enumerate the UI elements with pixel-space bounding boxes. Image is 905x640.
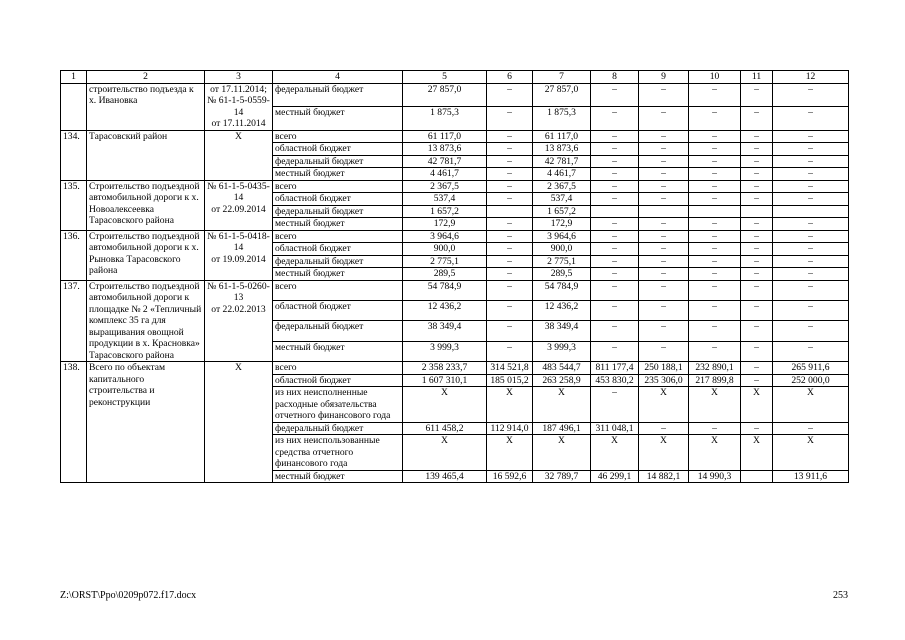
row-number: 138. — [61, 362, 87, 483]
value-cell: – — [639, 155, 689, 168]
value-cell: 172,9 — [533, 218, 591, 231]
value-cell: – — [773, 321, 849, 341]
object-name: строительство подъезда к х. Ивановка — [87, 83, 205, 130]
value-cell: – — [741, 321, 773, 341]
funding-source: всего — [273, 130, 403, 143]
funding-source: всего — [273, 230, 403, 243]
value-cell: 2 367,5 — [403, 180, 487, 193]
object-name: Строительство подъездной автомобильной дороги к х. Новоалексеевка Тарасовского района — [87, 180, 205, 230]
funding-source: всего — [273, 362, 403, 375]
value-cell: 13 911,6 — [773, 470, 849, 483]
funding-source: областной бюджет — [273, 143, 403, 156]
value-cell: – — [689, 300, 741, 320]
header-cell: 6 — [487, 71, 533, 84]
header-cell: 10 — [689, 71, 741, 84]
value-cell: 112 914,0 — [487, 422, 533, 435]
value-cell: 611 458,2 — [403, 422, 487, 435]
table-body — [61, 71, 849, 483]
value-cell: – — [773, 107, 849, 131]
value-cell: – — [689, 268, 741, 281]
header-cell: 8 — [591, 71, 639, 84]
value-cell: – — [487, 218, 533, 231]
value-cell: – — [689, 193, 741, 206]
value-cell: Х — [639, 387, 689, 423]
value-cell: – — [591, 193, 639, 206]
value-cell: 252 000,0 — [773, 374, 849, 387]
object-name: Строительство подъездной автомобильной дороги к х. Рыновка Тарасовского района — [87, 230, 205, 280]
value-cell: – — [773, 168, 849, 181]
funding-source: из них неисполненные расходные обязательства отчетного финансового года — [273, 387, 403, 423]
value-cell: Х — [487, 435, 533, 471]
value-cell: – — [773, 422, 849, 435]
value-cell: 172,9 — [403, 218, 487, 231]
value-cell: – — [741, 362, 773, 375]
value-cell: – — [591, 280, 639, 300]
value-cell: – — [741, 422, 773, 435]
value-cell: – — [487, 193, 533, 206]
value-cell: 3 964,6 — [533, 230, 591, 243]
funding-source: областной бюджет — [273, 243, 403, 256]
value-cell: – — [639, 243, 689, 256]
value-cell: – — [639, 422, 689, 435]
funding-source: всего — [273, 280, 403, 300]
value-cell: – — [591, 300, 639, 320]
value-cell: Х — [773, 435, 849, 471]
value-cell: 1 607 310,1 — [403, 374, 487, 387]
value-cell: 42 781,7 — [403, 155, 487, 168]
value-cell: – — [741, 168, 773, 181]
value-cell: – — [639, 193, 689, 206]
value-cell: – — [741, 193, 773, 206]
value-cell: Х — [741, 435, 773, 471]
value-cell: – — [689, 168, 741, 181]
value-cell: 1 875,3 — [403, 107, 487, 131]
value-cell: – — [773, 255, 849, 268]
document-ref: от 17.11.2014; № 61-1-5-0559-14 от 17.11.2014 — [205, 83, 273, 130]
value-cell: 27 857,0 — [403, 83, 487, 107]
budget-table — [60, 70, 849, 483]
value-cell: 1 657,2 — [533, 205, 591, 218]
value-cell: 12 436,2 — [403, 300, 487, 320]
value-cell: 453 830,2 — [591, 374, 639, 387]
document-ref: № 61-1-5-0435-14 от 22.09.2014 — [205, 180, 273, 230]
row-number: 136. — [61, 230, 87, 280]
value-cell: – — [689, 83, 741, 107]
value-cell: – — [591, 387, 639, 423]
value-cell: 217 899,8 — [689, 374, 741, 387]
value-cell: Х — [533, 387, 591, 423]
value-cell: – — [591, 155, 639, 168]
value-cell: – — [591, 268, 639, 281]
value-cell: – — [689, 243, 741, 256]
funding-source: областной бюджет — [273, 300, 403, 320]
value-cell: 38 349,4 — [403, 321, 487, 341]
value-cell: – — [591, 83, 639, 107]
value-cell: 14 990,3 — [689, 470, 741, 483]
table-row — [61, 130, 849, 143]
value-cell — [741, 205, 773, 218]
value-cell: – — [773, 268, 849, 281]
value-cell: – — [487, 255, 533, 268]
value-cell: – — [773, 230, 849, 243]
value-cell: – — [487, 321, 533, 341]
value-cell: – — [741, 230, 773, 243]
value-cell — [689, 205, 741, 218]
table-row — [61, 230, 849, 243]
funding-source: областной бюджет — [273, 193, 403, 206]
value-cell: – — [591, 230, 639, 243]
value-cell: – — [487, 83, 533, 107]
value-cell: – — [741, 280, 773, 300]
value-cell: – — [741, 143, 773, 156]
value-cell: – — [689, 280, 741, 300]
value-cell: 27 857,0 — [533, 83, 591, 107]
row-number: 135. — [61, 180, 87, 230]
value-cell: 3 999,3 — [533, 341, 591, 361]
value-cell: – — [639, 107, 689, 131]
funding-source: местный бюджет — [273, 168, 403, 181]
funding-source: федеральный бюджет — [273, 422, 403, 435]
value-cell: – — [487, 155, 533, 168]
value-cell: 32 789,7 — [533, 470, 591, 483]
value-cell: – — [741, 130, 773, 143]
value-cell: Х — [487, 387, 533, 423]
value-cell: – — [639, 341, 689, 361]
value-cell: – — [773, 341, 849, 361]
value-cell: 185 015,2 — [487, 374, 533, 387]
value-cell: – — [741, 155, 773, 168]
value-cell: 265 911,6 — [773, 362, 849, 375]
value-cell: 3 964,6 — [403, 230, 487, 243]
value-cell: – — [487, 230, 533, 243]
value-cell: – — [689, 155, 741, 168]
value-cell: 232 890,1 — [689, 362, 741, 375]
funding-source: федеральный бюджет — [273, 83, 403, 107]
table-row — [61, 83, 849, 107]
object-name: Тарасовский район — [87, 130, 205, 180]
value-cell: 187 496,1 — [533, 422, 591, 435]
value-cell: 1 875,3 — [533, 107, 591, 131]
value-cell: 13 873,6 — [403, 143, 487, 156]
value-cell: – — [639, 280, 689, 300]
value-cell: – — [741, 107, 773, 131]
value-cell: – — [689, 321, 741, 341]
value-cell: 16 592,6 — [487, 470, 533, 483]
value-cell: Х — [403, 387, 487, 423]
funding-source: местный бюджет — [273, 218, 403, 231]
value-cell: – — [773, 280, 849, 300]
table-row — [61, 180, 849, 193]
value-cell: – — [689, 341, 741, 361]
value-cell: – — [741, 374, 773, 387]
value-cell: – — [741, 268, 773, 281]
value-cell: – — [487, 341, 533, 361]
funding-source: местный бюджет — [273, 470, 403, 483]
value-cell: 2 358 233,7 — [403, 362, 487, 375]
value-cell: – — [689, 107, 741, 131]
header-cell: 3 — [205, 71, 273, 84]
value-cell: – — [591, 130, 639, 143]
value-cell: – — [741, 243, 773, 256]
value-cell: – — [773, 300, 849, 320]
value-cell: – — [689, 143, 741, 156]
value-cell: 14 882,1 — [639, 470, 689, 483]
funding-source: областной бюджет — [273, 374, 403, 387]
value-cell: 811 177,4 — [591, 362, 639, 375]
value-cell: – — [591, 180, 639, 193]
value-cell: – — [639, 130, 689, 143]
header-row — [61, 71, 849, 84]
value-cell: – — [591, 321, 639, 341]
value-cell: 139 465,4 — [403, 470, 487, 483]
funding-source: местный бюджет — [273, 107, 403, 131]
header-cell: 12 — [773, 71, 849, 84]
value-cell: – — [639, 168, 689, 181]
value-cell: 900,0 — [533, 243, 591, 256]
value-cell: – — [591, 218, 639, 231]
header-cell: 9 — [639, 71, 689, 84]
value-cell: – — [591, 168, 639, 181]
value-cell: 2 367,5 — [533, 180, 591, 193]
value-cell: – — [639, 255, 689, 268]
value-cell: – — [639, 321, 689, 341]
value-cell: 250 188,1 — [639, 362, 689, 375]
value-cell: 61 117,0 — [533, 130, 591, 143]
value-cell: – — [741, 255, 773, 268]
funding-source: из них неиспользованные средства отчетного финансового года — [273, 435, 403, 471]
value-cell — [741, 470, 773, 483]
value-cell: 2 775,1 — [533, 255, 591, 268]
header-cell: 2 — [87, 71, 205, 84]
value-cell: Х — [689, 435, 741, 471]
funding-source: федеральный бюджет — [273, 255, 403, 268]
document-ref: Х — [205, 130, 273, 180]
value-cell: – — [487, 168, 533, 181]
value-cell: – — [773, 143, 849, 156]
funding-source: федеральный бюджет — [273, 205, 403, 218]
value-cell: – — [639, 180, 689, 193]
value-cell: 61 117,0 — [403, 130, 487, 143]
value-cell: – — [741, 300, 773, 320]
value-cell: – — [741, 180, 773, 193]
value-cell: – — [487, 280, 533, 300]
value-cell: – — [773, 193, 849, 206]
value-cell: Х — [533, 435, 591, 471]
value-cell: – — [487, 180, 533, 193]
value-cell: 235 306,0 — [639, 374, 689, 387]
value-cell — [639, 205, 689, 218]
value-cell: 537,4 — [403, 193, 487, 206]
value-cell: 13 873,6 — [533, 143, 591, 156]
header-cell: 1 — [61, 71, 87, 84]
value-cell: – — [773, 243, 849, 256]
value-cell: – — [487, 130, 533, 143]
value-cell: – — [741, 341, 773, 361]
table-row — [61, 280, 849, 300]
value-cell: – — [689, 422, 741, 435]
value-cell: – — [487, 107, 533, 131]
header-cell: 5 — [403, 71, 487, 84]
value-cell: – — [487, 243, 533, 256]
value-cell: 3 999,3 — [403, 341, 487, 361]
value-cell: 314 521,8 — [487, 362, 533, 375]
value-cell: – — [741, 83, 773, 107]
value-cell: – — [591, 243, 639, 256]
value-cell: 54 784,9 — [533, 280, 591, 300]
value-cell: – — [689, 218, 741, 231]
value-cell: 483 544,7 — [533, 362, 591, 375]
row-number — [61, 83, 87, 130]
value-cell: – — [591, 107, 639, 131]
funding-source: федеральный бюджет — [273, 155, 403, 168]
value-cell: – — [689, 130, 741, 143]
value-cell: Х — [639, 435, 689, 471]
document-ref: Х — [205, 362, 273, 483]
value-cell: – — [773, 180, 849, 193]
value-cell: 2 775,1 — [403, 255, 487, 268]
value-cell: 289,5 — [403, 268, 487, 281]
value-cell: – — [639, 268, 689, 281]
value-cell: – — [741, 218, 773, 231]
value-cell: 38 349,4 — [533, 321, 591, 341]
value-cell: 311 048,1 — [591, 422, 639, 435]
row-number: 134. — [61, 130, 87, 180]
value-cell: 42 781,7 — [533, 155, 591, 168]
document-ref: № 61-1-5-0418-14 от 19.09.2014 — [205, 230, 273, 280]
funding-source: федеральный бюджет — [273, 321, 403, 341]
value-cell: – — [639, 83, 689, 107]
value-cell: – — [689, 255, 741, 268]
value-cell — [591, 205, 639, 218]
page-number: 253 — [833, 590, 848, 601]
value-cell: – — [639, 230, 689, 243]
row-number: 137. — [61, 280, 87, 362]
value-cell — [487, 205, 533, 218]
value-cell: – — [773, 83, 849, 107]
value-cell: – — [639, 218, 689, 231]
value-cell: 12 436,2 — [533, 300, 591, 320]
object-name: Строительство подъездной автомобильной дороги к площадке № 2 «Тепличный комплекс 35 га для выращивания овощной продукции в х. Красновка» Тарасовского района — [87, 280, 205, 362]
value-cell: – — [639, 300, 689, 320]
value-cell: 4 461,7 — [533, 168, 591, 181]
value-cell: 289,5 — [533, 268, 591, 281]
funding-source: всего — [273, 180, 403, 193]
value-cell — [773, 205, 849, 218]
value-cell: – — [591, 341, 639, 361]
value-cell: 46 299,1 — [591, 470, 639, 483]
value-cell: – — [773, 155, 849, 168]
footer-file-path: Z:\ORST\Ppo\0209p072.f17.docx — [60, 590, 197, 601]
header-cell: 7 — [533, 71, 591, 84]
value-cell: – — [773, 218, 849, 231]
value-cell: – — [487, 143, 533, 156]
value-cell: Х — [403, 435, 487, 471]
value-cell: – — [487, 268, 533, 281]
table-row — [61, 362, 849, 375]
value-cell: – — [689, 180, 741, 193]
value-cell: 4 461,7 — [403, 168, 487, 181]
value-cell: – — [591, 143, 639, 156]
value-cell: 537,4 — [533, 193, 591, 206]
value-cell: Х — [689, 387, 741, 423]
value-cell: 54 784,9 — [403, 280, 487, 300]
value-cell: 900,0 — [403, 243, 487, 256]
value-cell: – — [487, 300, 533, 320]
funding-source: местный бюджет — [273, 268, 403, 281]
value-cell: – — [639, 143, 689, 156]
value-cell: 1 657,2 — [403, 205, 487, 218]
value-cell: Х — [591, 435, 639, 471]
value-cell: Х — [741, 387, 773, 423]
header-cell: 11 — [741, 71, 773, 84]
value-cell: 263 258,9 — [533, 374, 591, 387]
value-cell: – — [689, 230, 741, 243]
value-cell: – — [773, 130, 849, 143]
header-cell: 4 — [273, 71, 403, 84]
funding-source: местный бюджет — [273, 341, 403, 361]
value-cell: – — [591, 255, 639, 268]
value-cell: Х — [773, 387, 849, 423]
document-ref: № 61-1-5-0260-13 от 22.02.2013 — [205, 280, 273, 362]
object-name: Всего по объектам капитального строительства и реконструкции — [87, 362, 205, 483]
